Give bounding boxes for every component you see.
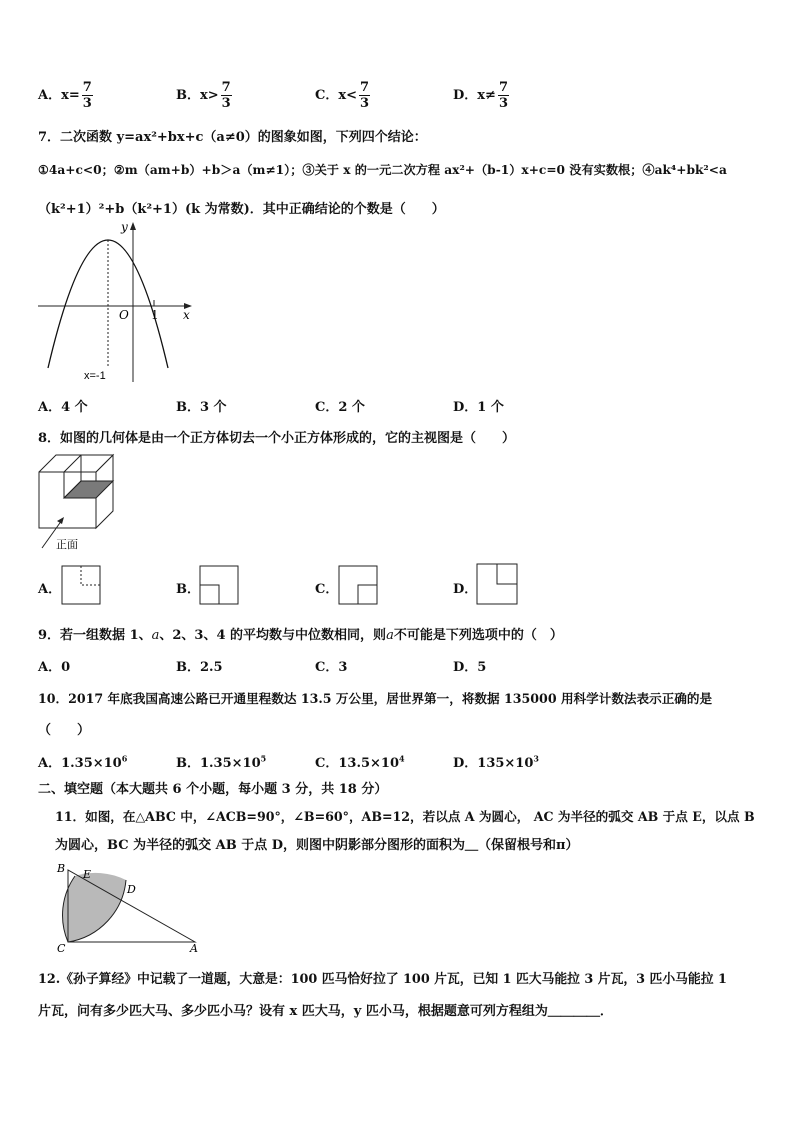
q9-option-a[interactable]: A．0 [38,660,71,675]
q7-option-b[interactable]: B．3 个 [176,400,227,415]
q9-stem: 9．若一组数据 1、a、2、3、4 的平均数与中位数相同，则a不可能是下列选项中的（ ） [38,628,563,643]
q7-option-d[interactable]: D．1 个 [453,400,504,415]
q7-stem-line1: 7．二次函数 y=ax²+bx+c（a≠0）的图象如图，下列四个结论： [38,130,427,145]
q6-option-a[interactable]: A．x= $\frac{7}{3}$ [38,80,92,111]
q8-option-a-label[interactable]: A． [38,582,62,597]
q10-option-a[interactable]: A．$1.35\times 10^6$ [38,753,128,771]
q11-stem-line2: 为圆心，BC 为半径的弧交 AB 于点 D，则图中阴影部分图形的面积为＿（保留根号和π） [55,838,579,853]
q9-option-c[interactable]: C．3 [315,660,348,675]
origin-label: O [119,308,129,322]
q10-stem-line2: （ ） [38,723,91,738]
point-a-label: A [190,942,198,955]
q8-solid-figure [36,452,126,554]
y-axis-arrow [130,222,136,230]
q7-option-a[interactable]: A．4 个 [38,400,88,415]
fraction: $\frac{7}{3}$ [221,80,231,111]
q12-stem-line1: 12.《孙子算经》中记载了一道题，大意是：100 匹马恰好拉了 100 片瓦，已知 1 匹大马能拉 3 片瓦，3 匹小马能拉 1 [38,972,727,987]
q7-parabola-graph [36,218,196,386]
point-d-label: D [127,883,136,896]
q12-stem-line2: 片瓦，问有多少匹大马、多少匹小马？设有 x 匹大马，y 匹小马，根据题意可列方程组为＿＿＿＿． [38,1004,613,1019]
tick-label-1: 1 [151,308,159,322]
section-title: 二、填空题（本大题共 6 个小题，每小题 3 分，共 18 分） [38,782,388,797]
q10-option-c[interactable]: C．$13.5\times 10^4$ [315,753,405,771]
point-b-label: B [57,862,66,875]
q8-option-b-label[interactable]: B． [176,582,200,597]
point-e-label: E [83,868,92,881]
symmetry-axis-label: x=-1 [84,370,106,382]
variable-a: a [386,628,394,643]
q6-option-c[interactable]: C．x< $\frac{7}{3}$ [315,80,370,111]
y-axis-label: y [121,220,128,234]
q7-stem-line3: （k²+1）²+b（k²+1）(k 为常数)．其中正确结论的个数是（ ） [38,202,445,217]
fraction: $\frac{7}{3}$ [82,80,92,111]
fraction: $\frac{7}{3}$ [360,80,370,111]
q8-option-d-label[interactable]: D． [453,582,478,597]
q8-stem: 8．如图的几何体是由一个正方体切去一个小正方体形成的，它的主视图是（ ） [38,431,516,446]
q10-option-d[interactable]: D．$135\times 10^3$ [453,753,539,771]
q7-option-c[interactable]: C．2 个 [315,400,365,415]
q7-stem-line2: ①4a+c<0；②m（am+b）+b＞a（m≠1）；③关于 x 的一元二次方程 ax²+（b-1）x+c=0 没有实数根；④ak⁴+bk²<a [38,163,727,177]
q6-option-d[interactable]: D．x≠ $\frac{7}{3}$ [453,80,508,111]
q8-option-c-label[interactable]: C． [315,582,339,597]
x-axis-label: x [183,308,190,322]
q10-stem-line1: 10．2017 年底我国高速公路已开通里程数达 13.5 万公里，居世界第一，将数据 135000 用科学计数法表示正确的是 [38,691,713,706]
fraction: $\frac{7}{3}$ [498,80,508,111]
q10-option-b[interactable]: B．$1.35\times 10^5$ [176,753,267,771]
point-c-label: C [57,942,66,955]
q6-option-b[interactable]: B．x> $\frac{7}{3}$ [176,80,231,111]
q11-stem-line1: 11．如图，在△ABC 中，∠ACB=90°，∠B=60°，AB=12，若以点 A 为圆心， AC 为半径的弧交 AB 于点 E，以点 B [55,809,755,824]
q8-option-b-figure[interactable] [198,564,242,606]
q9-option-d[interactable]: D．5 [453,660,487,675]
q8-option-c-figure[interactable] [337,564,381,606]
variable-a: a [151,628,160,643]
q8-option-a-figure[interactable] [60,564,104,606]
q11-triangle-figure [55,860,205,956]
q9-option-b[interactable]: B．2.5 [176,660,223,675]
front-label: 正面 [56,539,78,551]
q8-option-d-figure[interactable] [475,562,521,606]
